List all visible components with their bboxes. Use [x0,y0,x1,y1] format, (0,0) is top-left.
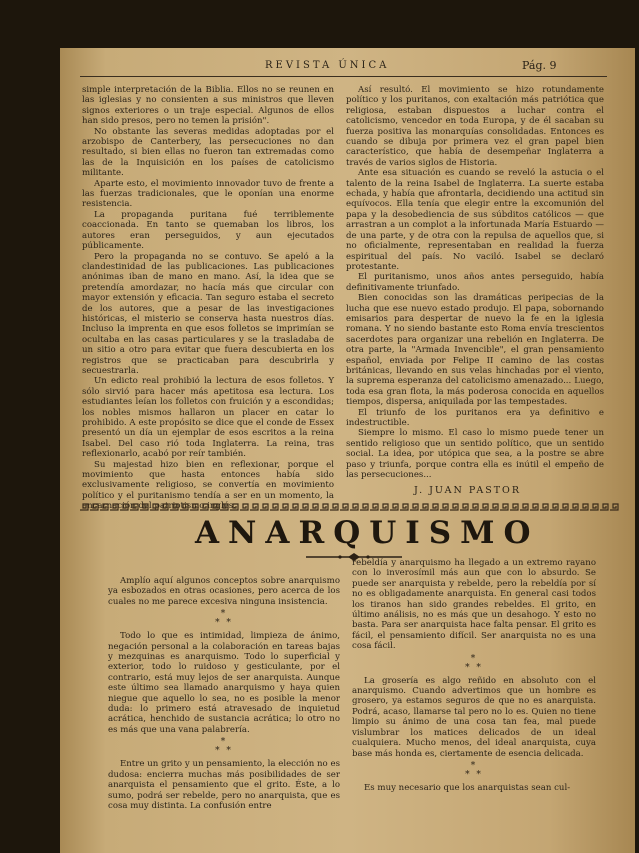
header-rule [80,76,607,77]
paragraph: Es muy necesario que los anarquistas sean cul- [364,782,571,793]
greek-key-border-top [80,503,620,511]
top-right-column [346,85,604,480]
asterism-separator: * * * [465,760,483,780]
paragraph: Bien conocidas son las dramáticas peripecias de la lucha que ese nuevo estado produjo. El papa, sobornando emisarios para despertar de nuevo la fe en la iglesia romana. Y no siendo bastante esto Roma envía trescientos sacerdotes para organizar una rebelión en Inglaterra. De otra parte, la "Armada Invencible", el gran pensamiento español, enviada por Felipe II camino de las costas británicas, llevando en sus velas hinchadas por el viento, la suprema esperanza del catolicismo amenazado... Luego, toda esa gran flota, la más poderosa conocida en aquellos tiempos, dispersa, aniquilada por las tempestades. [346,293,604,408]
paragraph: Entre un grito y un pensamiento, la elección no es dudosa: encierra muchas más posibilidades de ser anarquista el pensamiento que el grito. Éste, a lo sumo, podrá ser rebelde, pero no anarquista, que es cosa muy distinta. La confusión entre [108,759,340,811]
page-number: Pág. 9 [522,59,557,72]
paragraph: No obstante las severas medidas adoptadas por el arzobispo de Canterbery, las persecuciones no dan resultado, si bien ellas no fueron tan extremadas como las de la Inquisición en los países de catolicismo militante. [82,126,334,179]
paragraph: rebeldía y anarquismo ha llegado a un extremo rayano con lo inverosímil más aun que con lo absurdo. Se puede ser anarquista y rebelde, pero la rebeldía por sí no es obligadamente anarquista. En general casi todos los tiranos han sido grandes rebeldes. El grito, en último análisis, no es más que un desahogo. Y esto no basta. Para ser anarquista hace falta pensar. El grito es fácil, el pensamiento difícil. Ser anarquista no es una cosa fácil. [352,558,596,652]
article-title: ANARQUISMO [195,515,540,551]
bottom-right-column [352,558,596,793]
asterism-separator: * * * [215,737,233,757]
paragraph: Ante esa situación es cuando se reveló la astucia o el talento de la reina Isabel de Inglaterra. La suerte estaba echada, y había que afrontarla, decidiendo una actitud sin equívocos. Ella tenía que elegir entre la excomunión del papa y la desobediencia de sus súbditos católicos — que arrastran a un complot a la infortunada María Estuardo — de una parte, y de otra con la repulsa de aquellos que, si no oficialmente, representaban en realidad la fuerza espiritual del país. No vaciló. Isabel se declaró protestante. [346,168,604,272]
paragraph: La propaganda puritana fué terriblemente coaccionada. En tanto se quemaban los libros, los autores eran perseguidos, y aun ejecutados públicamente. [82,209,334,252]
magazine-page [60,48,635,853]
running-title: REVISTA ÚNICA [265,60,390,71]
top-left-column [82,85,334,512]
paragraph: La grosería es algo reñido en absoluto con el anarquismo. Cuando advertimos que un hombre es grosero, ya estamos seguros de que no es anarquista. Podrá, acaso, llamarse tal pero no lo es. Quien no tiene limpio su ánimo de una cosa tan fea, mal puede vislumbrar los matices delicados de un ideal cualquiera. Mucho menos, del ideal anarquista, cuya base más honda es, ciertamente de esencia delicada. [352,675,596,759]
paragraph: Un edicto real prohibió la lectura de esos folletos. Y sólo sirvió para hacer más apetitosa esa lectura. Los estudiantes leían los folletos con fruición y a escondidas; los nobles mismos hallaron un placer en catar lo prohibido. A este propósito se dice que el conde de Essex presentó un día un ejemplar de esos escritos a la reina Isabel. Del caso rió toda Inglaterra. La reina, tras reflexionarlo, acabó por reír también. [82,376,334,460]
paragraph: Siempre lo mismo. El caso lo mismo puede tener un sentido religioso que un sentido político, que un sentido social. La idea, por utópica que sea, a la postre se abre paso y triunfa, porque contra ella es inútil el empeño de las persecuciones... [346,428,604,481]
asterism-separator: * * * [215,609,233,629]
paragraph: Todo lo que es intimidad, limpieza de ánimo, negación personal a la colaboración en tareas bajas y mezquinas es anarquismo. Todo lo superficial y exterior, todo lo ruidoso y gesticulante, por el contrario, está muy lejos de ser anarquista. Aunque este último sea llamado anarquismo y haya quien niegue que aquello lo sea, no es posible la menor duda: lo primero está atravesado de inquietud acrática, henchido de sustancia acrática; lo otro no es más que una vana palabrería. [108,631,340,735]
bottom-left-column [108,576,340,811]
paragraph: Así resultó. El movimiento se hizo rotundamente político y los puritanos, con exaltación más patriótica que religiosa, estaban dispuestos a luchar contra el catolicismo, vencedor en toda Europa, y de él sacaban su fuerza positiva las monarquías consolidadas. Entonces es cuando se dibuja por primera vez el gran papel bien característico, que había de desempeñar Inglaterra a través de varios siglos de Historia. [346,85,604,168]
paragraph: Amplío aquí algunos conceptos sobre anarquismo ya esbozados en otras ocasiones, pero acerca de los cuales no me parece excesiva ninguna insistencia. [108,576,340,607]
paragraph: El puritanismo, unos años antes perseguido, había definitivamente triunfado. [346,272,604,293]
paragraph: simple interpretación de la Biblia. Ellos no se reunen en las iglesias y no consienten a sus ministros que lleven signos exteriores o un traje especial. Algunos de ellos han sido presos, pero no temen la prisión". [82,85,334,127]
asterism-separator: * * * [465,653,483,673]
paragraph: Su majestad hizo bien en reflexionar, porque el movimiento que hasta entonces había sido exclusivamente religioso, se convertía en movimiento político y el puritanismo tendía a ser en un momento, la [82,459,334,501]
author-signature: J. JUAN PASTOR [414,485,521,496]
paragraph: Pero la propaganda no se contuvo. Se apeló a la clandestinidad de las publicaciones. Las publicaciones anónimas iban de mano en mano. Así, la idea que se pretendía amordazar, no hacía más que circular con mayor extensión y eficacia. Tan seguro estaba el secreto de los autores, que a pesar de las investigaciones históricas, el misterio se conserva hasta nuestros días. Incluso la imprenta en que esos folletos se imprimían se ocultaba en las casas particulares y se la trasladaba de un sitio a otro para evitar que fuera descubierta en los registros que se practicaban para descubrirla y secuestrarla. [82,251,334,376]
greek-key-border-top-pattern [80,503,620,511]
paragraph: El triunfo de los puritanos era ya definitivo e indestructible. [346,407,604,428]
paragraph: Aparte esto, el movimiento innovador tuvo de frente a las fuerzas tradicionales, que le oponían una enorme resistencia. [82,178,334,210]
